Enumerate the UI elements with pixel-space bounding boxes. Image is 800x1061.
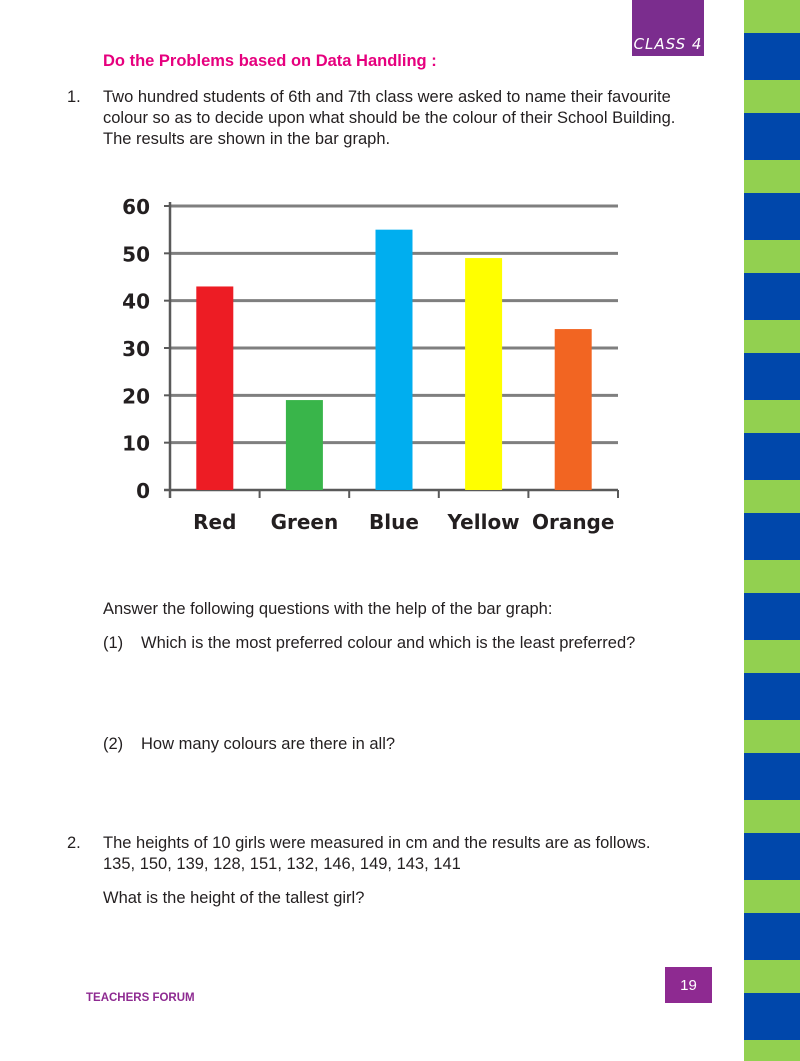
question-2-text: How many colours are there in all? [141, 735, 396, 753]
y-tick-label: 40 [122, 289, 150, 314]
decorative-stripes [744, 0, 800, 1061]
y-tick-label: 30 [122, 337, 150, 361]
question-1-text: Which is the most preferred colour and which is the least preferred? [141, 634, 636, 652]
problem-1-text [103, 87, 737, 150]
class-tag: CLASS 4 [632, 0, 704, 56]
x-tick-label: Green [270, 510, 339, 534]
bar-chart [110, 185, 630, 545]
x-tick-label: Blue [369, 510, 419, 534]
y-tick-label: 50 [122, 242, 150, 267]
question-2-number: (2) [103, 735, 124, 753]
y-tick-label: 0 [136, 479, 150, 503]
bar-green [286, 400, 323, 490]
page-number: 19 [665, 967, 712, 1003]
problem-2-question: What is the height of the tallest girl? [103, 889, 365, 907]
bar-red [196, 286, 233, 490]
problem-2-data: 135, 150, 139, 128, 151, 132, 146, 149, 143, 141 [103, 855, 461, 873]
problem-1-line-1: Two hundred students of 6th and 7th class were asked to name their favourite [103, 88, 671, 106]
problem-1-line-3: The results are shown in the bar graph. [103, 130, 391, 148]
y-tick-label: 10 [122, 431, 150, 456]
problem-1-number: 1. [67, 88, 81, 106]
problem-2-number: 2. [67, 834, 81, 852]
x-tick-label: Red [193, 510, 237, 534]
y-tick-label: 60 [122, 195, 150, 219]
problem-2-line-1: The heights of 10 girls were measured in cm and the results are as follows. [103, 834, 651, 852]
bar-orange [555, 329, 592, 490]
problem-1-line-2: colour so as to decide upon what should be the colour of their School Building. [103, 109, 676, 127]
y-tick-label: 20 [122, 384, 150, 409]
x-tick-label: Yellow [447, 510, 520, 534]
question-1-number: (1) [103, 634, 124, 652]
problem-1-instruction: Answer the following questions with the help of the bar graph: [103, 600, 553, 618]
bar-blue [376, 230, 413, 490]
page-heading: Do the Problems based on Data Handling : [103, 52, 437, 70]
footer-text: TEACHERS FORUM [86, 992, 195, 1004]
bar-yellow [465, 258, 502, 490]
x-tick-label: Orange [531, 510, 615, 534]
